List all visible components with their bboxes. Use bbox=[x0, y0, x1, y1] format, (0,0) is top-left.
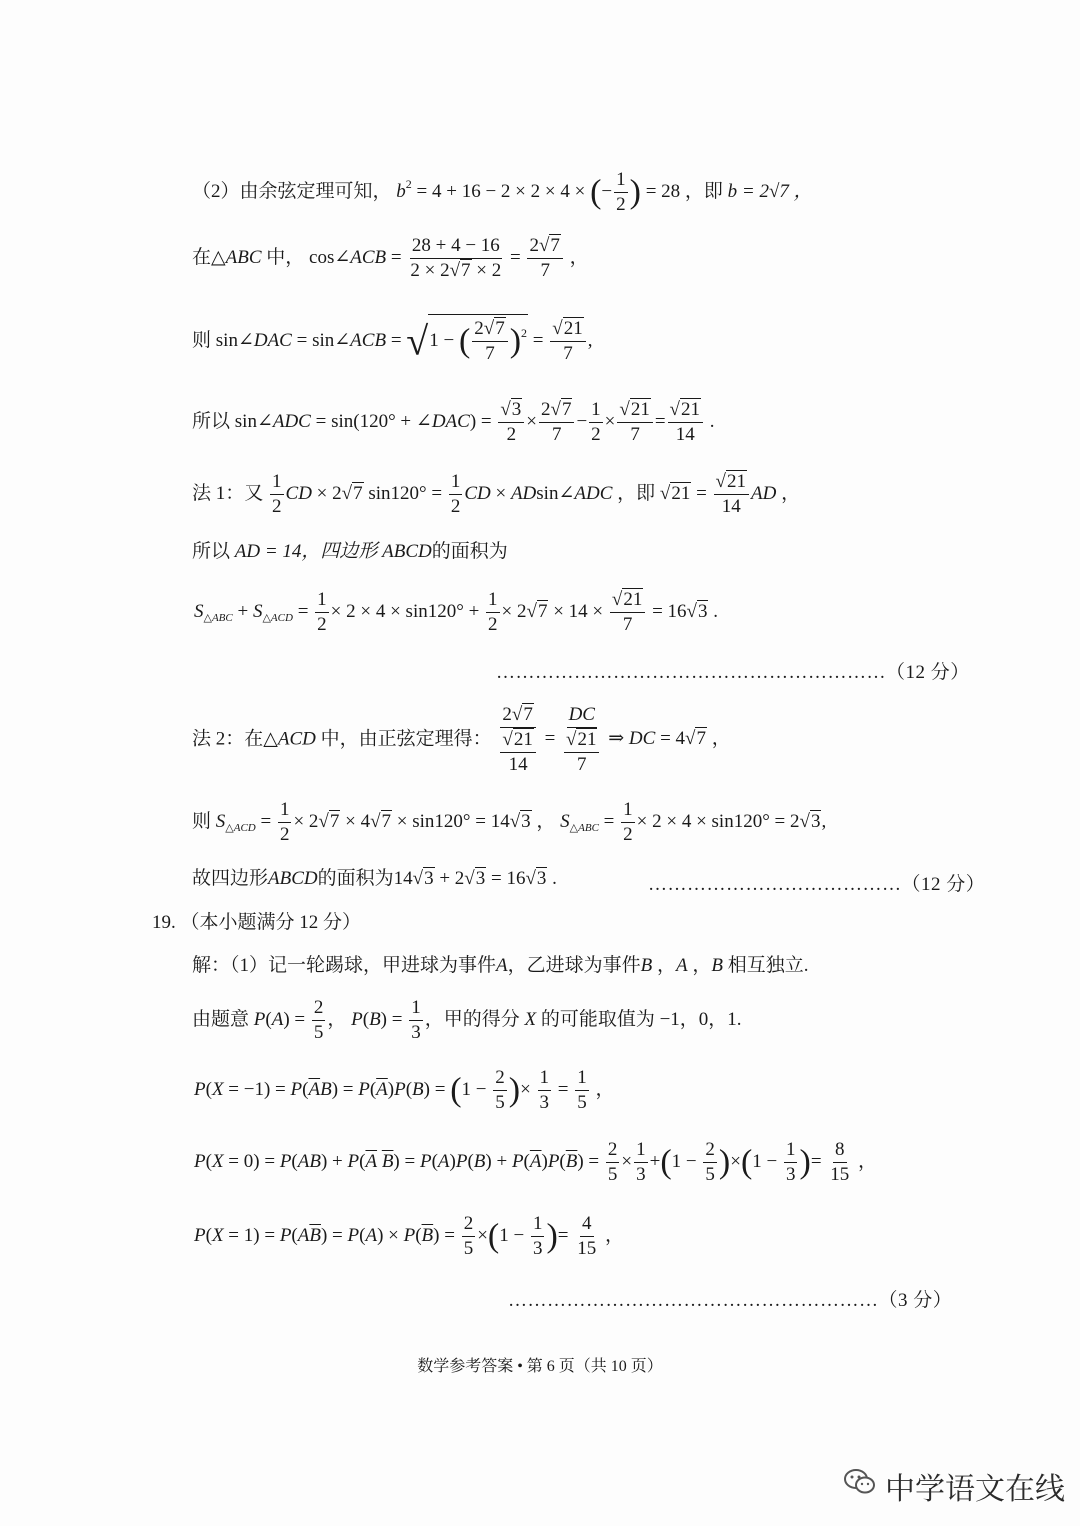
score-12b: （12 分） bbox=[901, 874, 986, 895]
q19-prob-suffix: ，甲的得分 bbox=[424, 1008, 520, 1030]
method2-prefix: 法 2：在△ bbox=[192, 728, 278, 750]
score-3: （3 分） bbox=[878, 1290, 953, 1311]
final-quad: ABCD bbox=[268, 868, 318, 889]
var-x: X bbox=[524, 1008, 537, 1030]
sin-dac-line bbox=[192, 314, 592, 364]
ad-line-quad: ABCD bbox=[382, 541, 432, 562]
q19-sol-end: 相互独立. bbox=[727, 955, 809, 976]
score-12a: （12 分） bbox=[886, 662, 970, 683]
triangle-abc: ABC bbox=[225, 246, 262, 268]
method2-expr: $\frac{2√7}{\frac{√21}{14}}$ = $\frac{DC}{\frac{√21}{7}}$ ⇒ DC = 4√7 ， bbox=[502, 704, 731, 775]
prob-ab-expr: P(A) = $\frac{2}{5}$ ， P(B) = $\frac{1}{3}$ bbox=[253, 997, 421, 1043]
final-area-line bbox=[192, 869, 557, 888]
area-acd-expr: $S_{\triangle ACD}$ = $\frac{1}{2}$ × 2√7 × 4√7 × sin120° = 14√3 ， bbox=[215, 799, 556, 845]
q19-sol-mid: ，乙进球为事件 bbox=[507, 955, 641, 976]
watermark bbox=[843, 1464, 1065, 1508]
dot-leader: ………………………………… bbox=[648, 874, 902, 895]
event-b: B bbox=[640, 955, 653, 976]
part2-prefix: （2）由余弦定理可知， bbox=[192, 180, 392, 202]
method2-line bbox=[192, 705, 731, 775]
cos-acb-line bbox=[192, 236, 589, 281]
prob-x-0-line bbox=[194, 1140, 877, 1185]
sin-dac-expr: sin∠DAC = sin∠ACB = √1 − ( $\frac{2√7}{7}$ )$^2$ = $\frac{√21}{7}$ , bbox=[216, 330, 593, 351]
area-sum-line bbox=[194, 590, 718, 635]
cos-line-prefix: 在△ bbox=[192, 246, 226, 268]
final-mid: 的面积为 bbox=[317, 868, 394, 889]
area-line-prefix: 则 bbox=[192, 810, 212, 832]
part2-eq-end: = 28 ，即 bbox=[645, 180, 723, 202]
score-dots-12a bbox=[496, 657, 970, 684]
method1-expr: $\frac{1}{2}$ CD × 2√7 sin120° = $\frac{1}{2}$ CD × ADsin∠ADC bbox=[272, 471, 613, 517]
q19-sol: 解：（1）记一轮踢球，甲进球为事件 bbox=[192, 955, 497, 976]
final-prefix: 故四边形 bbox=[192, 868, 269, 889]
q19-prob-line bbox=[192, 998, 742, 1043]
cos-line-mid: 中， bbox=[261, 246, 305, 268]
q19-prob-prefix: 由题意 bbox=[192, 1008, 250, 1030]
prob-x-neg1-line bbox=[194, 1068, 615, 1113]
method2-mid: 中，由正弦定理得： bbox=[315, 728, 492, 750]
area-abc-expr: $S_{\triangle ABC}$ = $\frac{1}{2}$ × 2 × 4 × sin120° = 2√3, bbox=[560, 799, 827, 845]
part2-cosine-law-line bbox=[192, 170, 813, 215]
final-expr: 14√3 + 2√3 = 16√3 . bbox=[393, 868, 557, 889]
score-dots-12b bbox=[648, 869, 985, 896]
ad-line-suffix: 的面积为 bbox=[431, 541, 508, 562]
score-dots-3 bbox=[508, 1285, 952, 1312]
cosine-law-expr: $b^2 = 4 + 16 - 2 \times 2 \times 4$ × (− $\frac{1}{2}$ ) bbox=[396, 169, 641, 215]
prob-x-0-expr: $P(X = 0) = P(AB) + P(\overline{A}$ $\overline{B}) = P(A)P(B) + P(\overline{A})P(\overline{B})$ = $\frac{2}{5}$ × $\frac{1}{3}$ +(1 − $\frac{2}{5}$ )×(1 − $\frac{1}{3}$ )= $\frac{8}{15}$ ， bbox=[194, 1139, 878, 1185]
method1-mid: ，即 bbox=[617, 482, 656, 504]
prob-x-1-expr: $P(X = 1) = P(A\overline{B}) = P(A) \times P(\overline{B})$ = $\frac{2}{5}$ ×(1 − $\frac{1}{3}$ )= $\frac{4}{15}$ ， bbox=[194, 1213, 625, 1259]
event-a2: A bbox=[676, 955, 688, 976]
sin-adc-prefix: 所以 bbox=[192, 410, 231, 432]
dot-leader: ………………………………………………… bbox=[508, 1290, 879, 1311]
ad-line-val: AD = 14，四边形 bbox=[234, 541, 378, 562]
prob-x-neg1-expr: $P(X = -1) = P(\overline{A}B) = P(\overline{A})P(B) = (1$ − $\frac{2}{5}$ )× $\frac{1}{3}$ = $\frac{1}{5}$ ， bbox=[194, 1067, 615, 1113]
wechat-icon bbox=[843, 1467, 877, 1505]
sin-dac-prefix: 则 bbox=[192, 329, 212, 351]
area-components-line bbox=[192, 800, 826, 845]
page-footer: 数学参考答案 • 第 6 页（共 10 页） bbox=[417, 1358, 663, 1375]
q19-header: 19. （本小题满分 12 分） bbox=[152, 912, 362, 933]
q19-prob-values: 的可能取值为 −1，0，1. bbox=[540, 1008, 742, 1030]
event-a: A bbox=[496, 955, 508, 976]
method1-result: √21 = $\frac{√21}{14}$ AD ， bbox=[659, 471, 801, 517]
q19-solution-line: 解：（1）记一轮踢球，甲进球为事件A，乙进球为事件B ，A ，B 相互独立. bbox=[192, 955, 809, 976]
dot-leader: …………………………………………………… bbox=[496, 662, 886, 683]
method1-line bbox=[192, 472, 800, 517]
triangle-acd: ACD bbox=[277, 728, 316, 750]
ad-line-prefix: 所以 bbox=[192, 541, 231, 562]
part2-result: b = 2√7 ， bbox=[727, 180, 813, 202]
cos-acb-expr: cos∠ACB = $\frac{28 + 4 - 16}{2 \times 2√7 \times 2}$ = $\frac{2√7}{7}$ ， bbox=[309, 235, 589, 281]
ad-value-line bbox=[192, 542, 508, 561]
method1-prefix: 法 1：又 bbox=[192, 482, 264, 504]
watermark-text: 中学语文在线 bbox=[885, 1472, 1065, 1507]
sin-adc-expr: sin∠ADC = sin(120° + ∠DAC) = $\frac{√3}{2}$ × $\frac{2√7}{7}$ − $\frac{1}{2}$ × $\frac{√21}{7}$ = $\frac{√21}{14}$ . bbox=[234, 399, 715, 445]
prob-x-1-line bbox=[194, 1214, 624, 1259]
event-b2: B bbox=[711, 955, 723, 976]
area-sum-expr: $S_{\triangle ABC} + S_{\triangle ACD}$ = $\frac{1}{2}$ × 2 × 4 × sin120° + $\frac{1}{2}$ × 2√7 × 14 × $\frac{√21}{7}$ = 16√3 . bbox=[194, 589, 718, 635]
sin-adc-line bbox=[192, 400, 714, 445]
